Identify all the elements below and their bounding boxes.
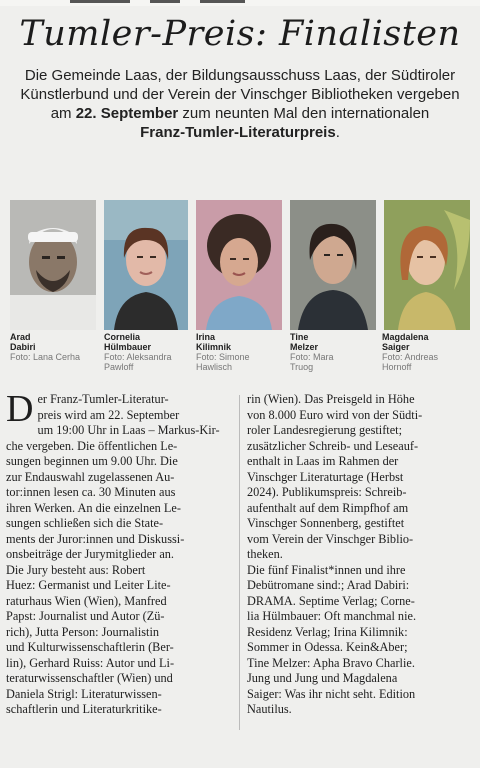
photo-credit-2: Hornoff <box>382 362 412 372</box>
caption-melzer <box>290 332 334 372</box>
photo-credit-2: Truog <box>290 362 314 372</box>
article-line: vom Verein der Vinschger Biblio- <box>247 531 414 546</box>
article-line: rich), Jutta Person: Journalistin <box>6 624 160 639</box>
intro-end: . <box>335 124 340 141</box>
article-line: sungen beginnen um 9.00 Uhr. Die <box>6 454 178 468</box>
article-line: ments der Juror:innen und Diskussi- <box>6 531 185 546</box>
article-line: preis wird am 22. September <box>37 407 180 422</box>
photo-credit-2: Hawlisch <box>196 362 233 372</box>
finalist-last-name: Melzer <box>290 342 319 352</box>
intro-text-2: zum neunten Mal den internationalen <box>178 105 430 122</box>
caption-huelmbauer <box>104 332 172 372</box>
top-edge <box>0 0 480 6</box>
article-line: 2024). Publikumspreis: Schreib- <box>247 485 407 499</box>
article-line: Residenz Verlag; Irina Kilimnik: <box>247 624 408 639</box>
intro-paragraph <box>20 66 460 142</box>
article-line: Saiger: Was ihr nicht seht. Edition <box>247 686 416 701</box>
page-title: Tumler-Preis: Finalisten <box>19 14 461 54</box>
finalist-first-name: Irina <box>196 332 216 342</box>
article-line: zur Endauswahl zugelassenen Au- <box>6 469 175 484</box>
column-2-lines <box>247 392 475 718</box>
photo-credit: Foto: Simone <box>196 352 250 362</box>
column-1-lines <box>6 388 232 718</box>
article-line: und Kulturwissenschaftlerin (Ber- <box>6 640 174 654</box>
finalist-last-name: Kilimnik <box>196 342 232 352</box>
article-line: Die fünf Finalist*innen und ihre <box>247 562 406 577</box>
article-line: Jung und Jung und Magdalena <box>247 671 398 685</box>
article-line: Daniela Strigl: Literaturwissen- <box>6 686 162 701</box>
photo-credit: Foto: Lana Cerha <box>10 352 81 362</box>
article-line: teraturwissenschaftler (Wien) und <box>6 671 173 685</box>
article-line: Vinschger Sonnenberg, gestiftet <box>247 516 405 530</box>
article-line: roler Landesregierung gestiftet; <box>247 423 403 437</box>
article-line: enthalt in Laas im Rahmen der <box>247 454 399 468</box>
finalist-last-name: Dabiri <box>10 342 36 352</box>
caption-dabiri <box>10 332 80 362</box>
intro-text-1: Die Gemeinde Laas, der Bildungsausschuss Laas, der Südtiroler Künstlerbund und der Verein der Vinschger Bibliotheken vergeben am <box>20 67 460 122</box>
drop-cap: D <box>6 388 34 430</box>
finalist-last-name: Saiger <box>382 342 410 352</box>
article-line: von 8.000 Euro wird von der Südti- <box>247 407 423 422</box>
portrait-photo-dabiri <box>10 200 96 330</box>
article-line: Vinschger Literaturtage (Herbst <box>247 469 404 484</box>
finalist-first-name: Cornelia <box>104 332 141 342</box>
column-divider <box>239 395 240 730</box>
photo-credit: Foto: Mara <box>290 352 334 362</box>
article-line: Tine Melzer: Apha Bravo Charlie. <box>247 655 415 670</box>
portrait-photo-saiger <box>384 200 470 330</box>
article-line: sungen schließen sich die State- <box>6 516 164 530</box>
article-line: tor:innen lesen ca. 30 Minuten aus <box>6 485 176 499</box>
article-line: ihren Werken. An die einzelnen Le- <box>6 500 181 515</box>
portrait-photo-kilimnik <box>196 200 282 330</box>
article-line: Papst: Journalist und Autor (Zü- <box>6 609 165 623</box>
article-line: che vergeben. Die öffentlichen Le- <box>6 438 178 453</box>
portrait-photo-huelmbauer <box>104 200 188 330</box>
photo-credit: Foto: Andreas <box>382 352 439 362</box>
article-line: aufenthalt auf dem Rimpfhof am <box>247 500 409 515</box>
article-line: Sommer in Odessa. Kein&Aber; <box>247 640 408 654</box>
caption-kilimnik <box>196 332 250 372</box>
portrait-photo-melzer <box>290 200 376 330</box>
caption-saiger <box>382 332 438 372</box>
article-column-1 <box>6 388 232 718</box>
article-line: um 19:00 Uhr in Laas – Markus-Kir- <box>37 423 220 437</box>
photo-credit-2: Pawloff <box>104 362 134 372</box>
article-line: Debütromane sind:; Arad Dabiri: <box>247 578 410 592</box>
article-line: theken. <box>247 547 283 561</box>
article-line: lia Hülmbauer: Oft manchmal nie. <box>247 609 417 623</box>
finalist-photos <box>8 200 473 330</box>
article-line: rin (Wien). Das Preisgeld in Höhe <box>247 392 415 406</box>
intro-date: 22. September <box>75 105 179 122</box>
article-line: er Franz-Tumler-Literatur- <box>37 392 169 406</box>
article-line: zusätzlicher Schreib- und Leseauf- <box>247 438 419 453</box>
intro-prize: Franz-Tumler-Literaturpreis <box>140 124 336 141</box>
article-line: DRAMA. Septime Verlag; Corne- <box>247 593 415 608</box>
finalist-first-name: Arad <box>10 332 31 342</box>
article-line: raturhaus Wien (Wien), Manfred <box>6 593 167 608</box>
finalist-first-name: Magdalena <box>382 332 429 342</box>
photo-credit: Foto: Aleksandra <box>104 352 172 362</box>
article-line: Huez: Germanist und Leiter Lite- <box>6 578 171 592</box>
article-line: lin), Gerhard Ruiss: Autor und Li- <box>6 655 175 670</box>
article-line: Die Jury besteht aus: Robert <box>6 562 146 577</box>
article-column-2 <box>247 392 475 718</box>
article-line: schaftlerin und Literaturkritike- <box>6 702 162 716</box>
finalist-first-name: Tine <box>290 332 309 342</box>
article-line: onsbeiträge der Jurymitglieder an. <box>6 547 175 561</box>
article-line: Nautilus. <box>247 702 292 716</box>
finalist-last-name: Hülmbauer <box>104 342 152 352</box>
